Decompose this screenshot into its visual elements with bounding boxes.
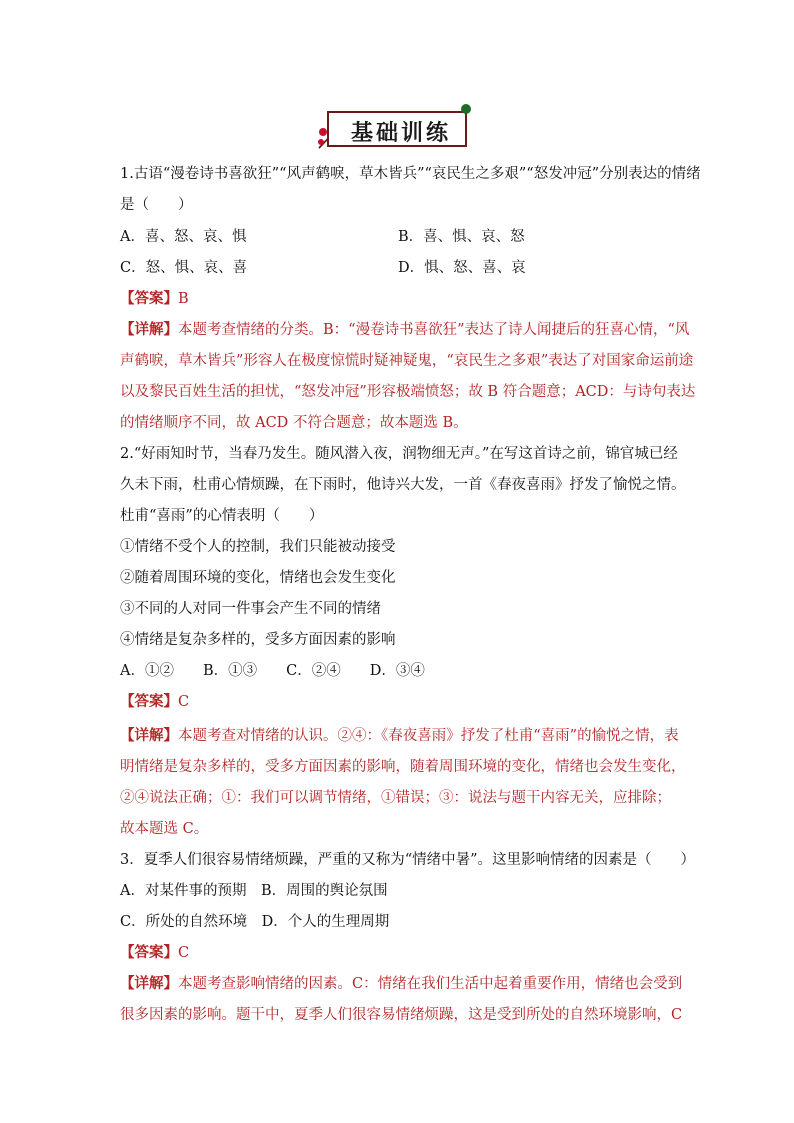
q2-answer: [120, 692, 189, 712]
q1-detail-line2: 声鹤唳，草木皆兵”形容人在极度惊慌时疑神疑鬼，“哀民生之多艰”表达了对国家命运前途: [120, 353, 694, 369]
detail-tag: 【详解】: [120, 975, 178, 992]
q2-detail-line1: [120, 726, 679, 746]
q3-detail-line2: 很多因素的影响。题干中，夏季人们很容易情绪烦躁，这是受到所处的自然环境影响，C: [120, 1007, 683, 1023]
q1-options-row2: [120, 258, 526, 278]
answer-value: B: [178, 291, 189, 307]
answer-tag: 【答案】: [120, 693, 178, 710]
q3-options-row2: C．所处的自然环境 D．个人的生理周期: [120, 914, 390, 930]
q3-stem: 3．夏季人们很容易情绪烦躁，严重的又称为“情绪中暑”。这里影响情绪的因素是（ ）: [120, 852, 696, 868]
q1-option-c: C．怒、惧、哀、喜: [120, 260, 248, 276]
q2-item2: ②随着周围环境的变化，情绪也会发生变化: [120, 570, 396, 586]
q1-option-b: B．喜、惧、哀、怒: [398, 229, 525, 245]
section-title: 基础训练: [351, 121, 452, 146]
q2-item1: ①情绪不受个人的控制，我们只能被动接受: [120, 539, 396, 555]
section-banner: [315, 104, 473, 154]
green-dot-icon: [461, 104, 471, 114]
detail-text: 本题考查情绪的分类。B：“漫卷诗书喜欲狂”表达了诗人闻捷后的狂喜心情，“风: [178, 322, 690, 338]
q1-answer: [120, 289, 189, 309]
q2-detail-line4: 故本题选 C。: [120, 821, 209, 837]
q1-detail-line4: 的情绪顺序不同，故 ACD 不符合题意；故本题选 B。: [120, 415, 468, 431]
q3-detail-line1: [120, 974, 682, 994]
q1-option-d: D．惧、怒、喜、哀: [398, 260, 526, 276]
q3-answer: [120, 943, 189, 963]
q2-stem-line1: 2.“好雨知时节，当春乃发生。随风潜入夜，润物细无声。”在写这首诗之前，锦官城已经: [120, 446, 678, 462]
q1-options-row1: [120, 227, 525, 247]
q2-detail-line3: ②④说法正确；①：我们可以调节情绪，①错误；③：说法与题干内容无关，应排除；: [120, 790, 671, 806]
detail-tag: 【详解】: [120, 321, 178, 338]
q1-stem-line2: 是（ ）: [120, 197, 193, 213]
q2-detail-line2: 明情绪是复杂多样的，受多方面因素的影响，随着周围环境的变化，情绪也会发生变化，: [120, 759, 686, 775]
answer-value: C: [178, 694, 190, 710]
detail-tag: 【详解】: [120, 727, 178, 744]
answer-value: C: [178, 945, 190, 961]
q3-options-row1: A．对某件事的预期 B．周围的舆论氛围: [120, 883, 388, 899]
q2-options: A．①② B．①③ C．②④ D．③④: [120, 663, 425, 679]
q1-stem-line1: 1.古语“漫卷诗书喜欲狂”“风声鹤唳，草木皆兵”“哀民生之多艰”“怒发冲冠”分别表达的情绪: [120, 166, 701, 182]
detail-text: 本题考查对情绪的认识。②④：《春夜喜雨》抒发了杜甫“喜雨”的愉悦之情，表: [178, 728, 679, 744]
q1-detail-line1: [120, 320, 689, 340]
q2-stem-line3: 杜甫“喜雨”的心情表明（ ）: [120, 508, 324, 524]
q2-stem-line2: 久未下雨，杜甫心情烦躁，在下雨时，他诗兴大发，一首《春夜喜雨》抒发了愉悦之情。: [120, 477, 686, 493]
q2-item4: ④情绪是复杂多样的，受多方面因素的影响: [120, 632, 396, 648]
q1-option-a: A．喜、怒、哀、惧: [120, 229, 247, 245]
q1-detail-line3: 以及黎民百姓生活的担忧，“怒发冲冠”形容极端愤怒；故 B 符合题意；ACD：与诗句表达: [120, 384, 696, 400]
detail-text: 本题考查影响情绪的因素。C：情绪在我们生活中起着重要作用，情绪也会受到: [178, 976, 683, 992]
answer-tag: 【答案】: [120, 290, 178, 307]
q2-item3: ③不同的人对同一件事会产生不同的情绪: [120, 601, 381, 617]
answer-tag: 【答案】: [120, 944, 178, 961]
